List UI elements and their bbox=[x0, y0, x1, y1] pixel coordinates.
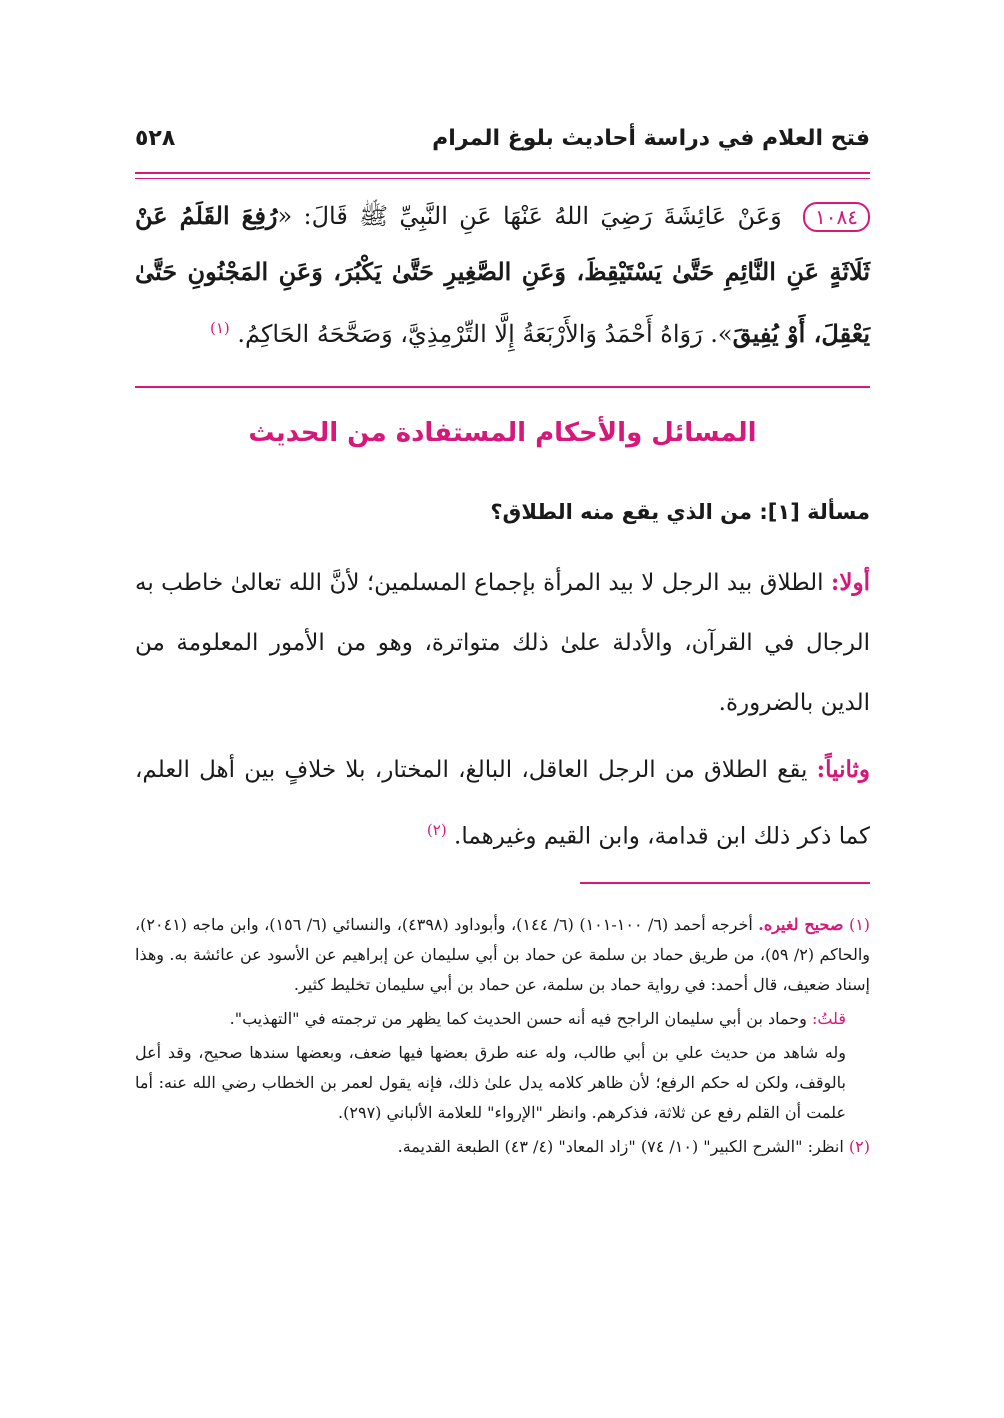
footnote-1-extra: وله شاهد من حديث علي بن أبي طالب، وله عنه طرق بعضها فيها ضعف، وبعضها سندها صحيح، وقد أعل بالوقف، ولكن له حكم الرفع؛ لأن ظاهر كلامه يدل علىٰ ذلك، فإنه يقول لعمر بن الخطاب رضي الله عنه: أما علمت أن القلم رفع عن ثلاثة، فذكرهم. وانظر "الإرواء" للعلامة الألباني (٢٩٧). bbox=[135, 1043, 846, 1122]
issue-title: من الذي يقع منه الطلاق؟ bbox=[490, 500, 753, 524]
page-header bbox=[135, 120, 870, 170]
header-rule-bottom bbox=[135, 178, 870, 179]
footnote-text: انظر: "الشرح الكبير" (١٠/ ٧٤) "زاد المعاد" (٤/ ٤٣) الطبعة القديمة. bbox=[397, 1137, 844, 1156]
paragraph-second bbox=[135, 740, 870, 867]
footnote-ref-1[interactable]: (١) bbox=[209, 319, 230, 337]
hadith-outro: ». رَوَاهُ أَحْمَدُ وَالأَرْبَعَةُ إِلَّا التِّرْمِذِيَّ، وَصَحَّحَهُ الحَاكِمُ. bbox=[237, 320, 733, 348]
hadith-text: رُفِعَ القَلَمُ عَنْ ثَلَاثَةٍ عَنِ النَّائِمِ حَتَّىٰ يَسْتَيْقِظَ، وَعَنِ الصَّغِيرِ حَتَّىٰ يَكْبُرَ، وَعَنِ المَجْنُونِ حَتَّىٰ يَعْقِلَ، أَوْ يُفِيقَ bbox=[135, 201, 870, 348]
qult-label: قلتُ: bbox=[811, 1009, 846, 1028]
footnote-1 bbox=[135, 910, 870, 1000]
footnote-text: أخرجه أحمد (٦/ ١٠٠-١٠١) (٦/ ١٤٤)، وأبوداود (٤٣٩٨)، والنسائي (٦/ ١٥٦)، وابن ماجه (٢٠٤١)، والحاكم (٢/ ٥٩)، من طريق حماد بن سلمة عن حماد بن أبي سليمان عن إبراهيم عن الأسود عن عائشة به. وهذا إسناد ضعيف، قال أحمد: في رواية حماد بن سلمة، عن حماد بن أبي سليمان تخليط كثير. bbox=[135, 915, 870, 994]
footnote-2 bbox=[135, 1132, 870, 1162]
hadith-number: ١٠٨٤ bbox=[803, 202, 870, 232]
issue-label: مسألة [١]: bbox=[759, 500, 870, 524]
footnote-separator bbox=[580, 882, 870, 884]
footnotes bbox=[135, 910, 870, 1166]
hadith-intro: وَعَنْ عَائِشَةَ رَضِيَ اللهُ عَنْهَا عَنِ النَّبِيِّ ﷺ قَالَ: « bbox=[277, 202, 782, 230]
paragraph-lead: أولا: bbox=[830, 569, 871, 596]
qult-text: وحماد بن أبي سليمان الراجح فيه أنه حسن الحديث كما يظهر من ترجمته في "التهذيب". bbox=[229, 1009, 807, 1028]
paragraph-lead: وثانياً: bbox=[816, 756, 871, 783]
footnote-1-qult bbox=[135, 1004, 870, 1034]
hadith-rule bbox=[135, 386, 870, 388]
footnote-number: (١) bbox=[848, 915, 871, 934]
paragraph-text: يقع الطلاق من الرجل العاقل، البالغ، المختار، بلا خلافٍ بين أهل العلم، كما ذكر ذلك ابن قدامة، وابن القيم وغيرهما. bbox=[135, 757, 870, 850]
paragraph-first bbox=[135, 553, 870, 733]
issue-heading bbox=[135, 500, 870, 524]
page-number: ٥٢٨ bbox=[135, 126, 176, 151]
section-title: المسائل والأحكام المستفادة من الحديث bbox=[248, 418, 757, 448]
header-rule-top bbox=[135, 172, 870, 174]
book-title: فتح العلام في دراسة أحاديث بلوغ المرام bbox=[432, 126, 870, 151]
footnote-ref-2[interactable]: (٢) bbox=[426, 821, 447, 839]
hadith-block bbox=[135, 188, 870, 362]
footnote-number: (٢) bbox=[848, 1137, 870, 1156]
grading-label: صحيح لغيره. bbox=[758, 915, 844, 934]
paragraph-text: الطلاق بيد الرجل لا بيد المرأة بإجماع المسلمين؛ لأنَّ الله تعالىٰ خاطب به الرجال في القرآن، والأدلة علىٰ ذلك متواترة، وهو من الأمور المعلومة من الدين بالضرورة. bbox=[135, 570, 870, 716]
